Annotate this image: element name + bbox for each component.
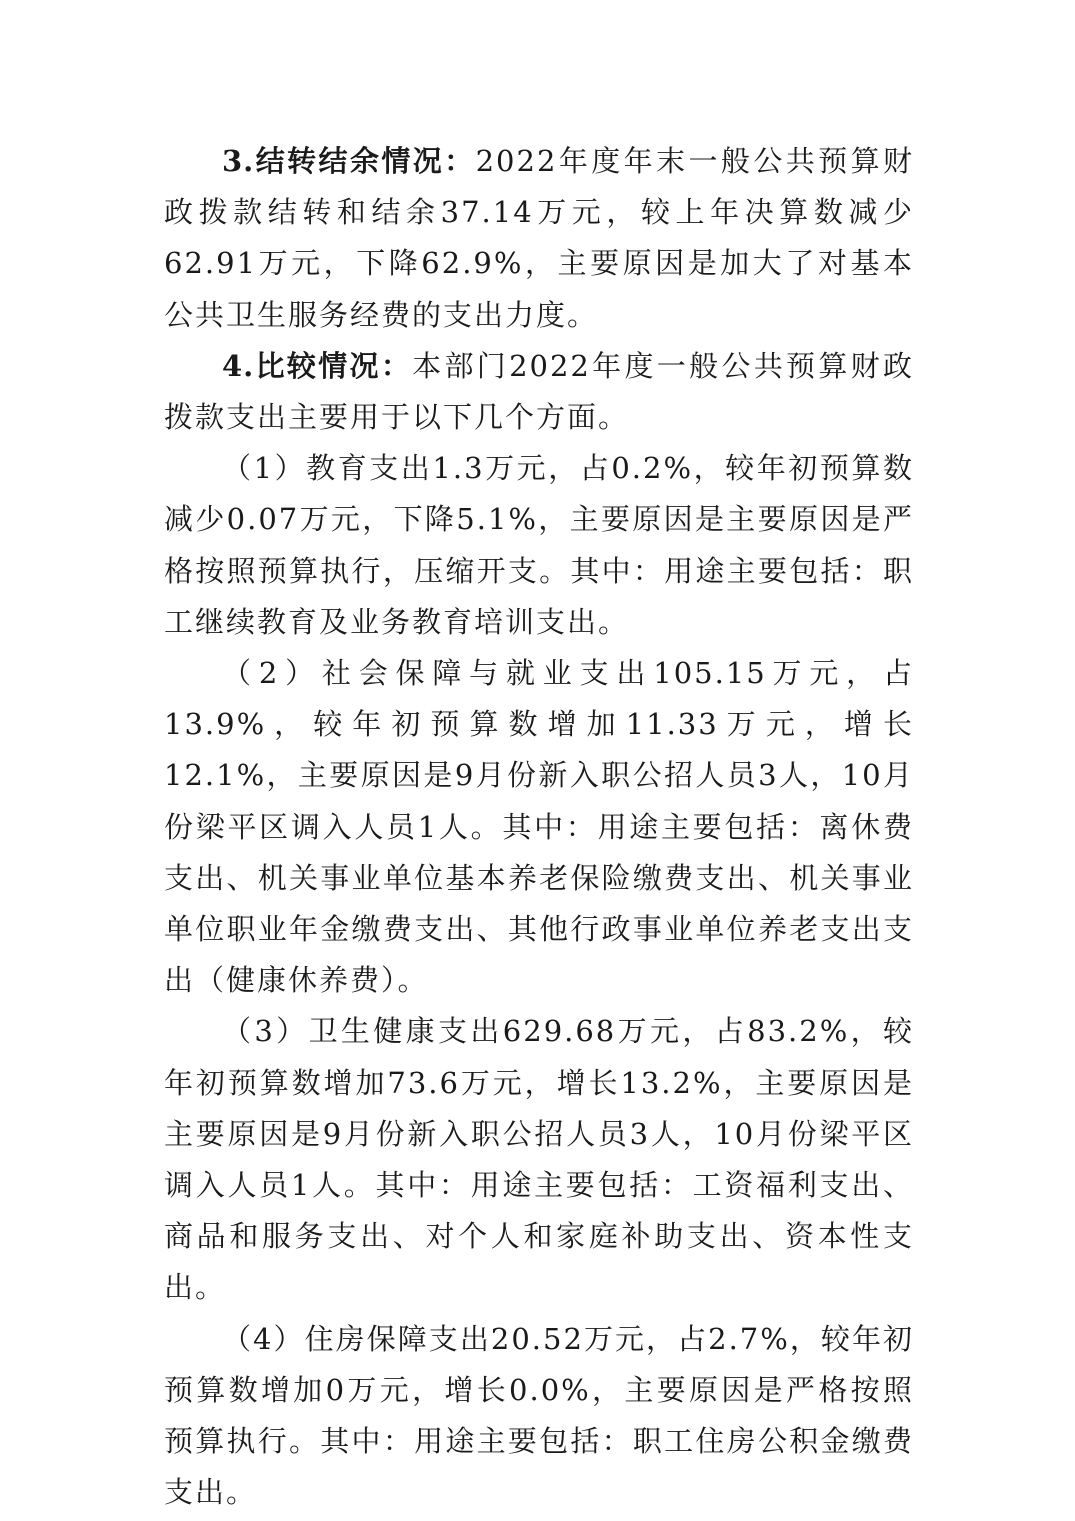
paragraph-education: （1）教育支出1.3万元，占0.2%，较年初预算数减少0.07万元，下降5.1%，主要原因是主要原因是严格按照预算执行，压缩开支。其中：用途主要包括：职工继续教育及业务教育培训支出。	[164, 451, 914, 639]
paragraph-social-security: （2）社会保障与就业支出105.15万元，占13.9%，较年初预算数增加11.33万元，增长12.1%，主要原因是9月份新入职公招人员3人，10月份梁平区调入人员1人。其中：用途主要包括：离休费支出、机关事业单位基本养老保险缴费支出、机关事业单位职业年金缴费支出、其他行政事业单位养老支出支出（健康休养费）。	[164, 656, 914, 998]
document-body	[164, 136, 914, 1518]
paragraph-health: （3）卫生健康支出629.68万元，占83.2%，较年初预算数增加73.6万元，增长13.2%，主要原因是主要原因是9月份新入职公招人员3人，10月份梁平区调入人员1人。其中：用途主要包括：工资福利支出、商品和服务支出、对个人和家庭补助支出、资本性支出。	[164, 1014, 914, 1305]
paragraph-carryover	[164, 136, 914, 341]
heading-comparison: 4.比较情况：	[222, 348, 413, 383]
text-comparison: 本部门2022年度一般公共预算财政拨款支出主要用于以下几个方面。	[164, 348, 914, 435]
paragraph-housing: （4）住房保障支出20.52万元，占2.7%，较年初预算数增加0万元，增长0.0%，主要原因是严格按照预算执行。其中：用途主要包括：职工住房公积金缴费支出。	[164, 1321, 914, 1510]
paragraph-comparison	[164, 341, 914, 443]
heading-carryover: 3.结转结余情况：	[222, 144, 476, 178]
text-carryover: 2022年度年末一般公共预算财政拨款结转和结余37.14万元，较上年决算数减少62.91万元，下降62.9%，主要原因是加大了对基本公共卫生服务经费的支出力度。	[164, 144, 914, 332]
